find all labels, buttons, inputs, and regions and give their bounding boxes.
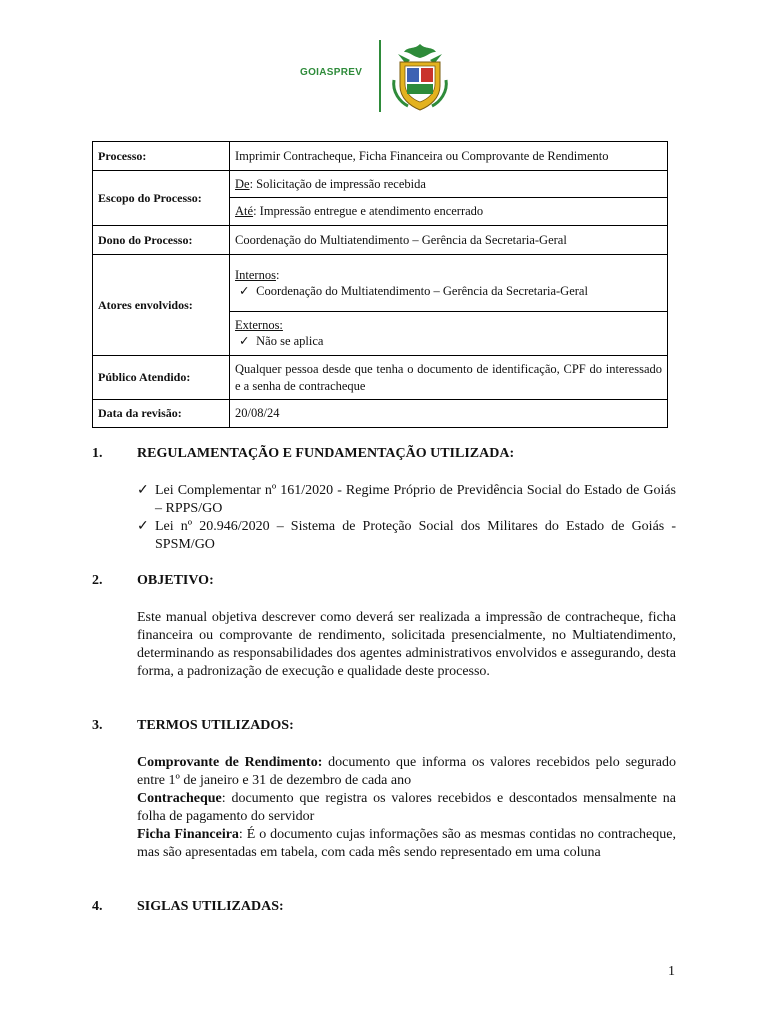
table-row bbox=[93, 255, 668, 312]
section-4-heading bbox=[92, 899, 284, 915]
term-item bbox=[137, 754, 676, 790]
check-icon: ✓ bbox=[239, 334, 250, 348]
brand-name: GOIASPREV bbox=[300, 67, 363, 78]
ate-label: Até bbox=[235, 204, 254, 218]
publico-value: Qualquer pessoa desde que tenha o documento de identificação, CPF do interessado e a senha de contracheque bbox=[230, 356, 668, 400]
de-label: De bbox=[235, 176, 250, 191]
de-value: : Solicitação de impressão recebida bbox=[249, 176, 426, 191]
check-icon: ✓ bbox=[137, 483, 149, 498]
law-text: Lei nº 20.946/2020 – Sistema de Proteção Social dos Militares do Estado de Goiás - SPSM/GO bbox=[155, 519, 676, 552]
section-number: 3. bbox=[92, 718, 103, 733]
atores-label: Atores envolvidos: bbox=[93, 255, 230, 356]
internos-item: Coordenação do Multiatendimento – Gerência da Secretaria-Geral bbox=[256, 283, 588, 298]
page-number: 1 bbox=[668, 964, 675, 979]
section-number: 2. bbox=[92, 573, 103, 588]
state-crest-logo bbox=[388, 40, 452, 112]
escopo-label: Escopo do Processo: bbox=[93, 171, 230, 226]
list-item bbox=[137, 482, 676, 518]
table-row bbox=[93, 400, 668, 428]
laws-list bbox=[137, 482, 676, 554]
section-title: TERMOS UTILIZADOS: bbox=[137, 718, 294, 733]
objective-paragraph: Este manual objetiva descrever como deverá ser realizada a impressão de contracheque, ficha financeira ou comprovante de rendimento, solicitada presencialmente, no Multiatendimento, determinando as responsabilidades dos agentes administrativos envolvidos e assegurando, desta forma, a padronização de execução e qualidade deste processo. bbox=[137, 610, 676, 679]
externos-label: Externos: bbox=[235, 318, 283, 332]
section-3-heading bbox=[92, 718, 294, 734]
escopo-ate bbox=[230, 198, 668, 226]
table-row bbox=[93, 171, 668, 198]
check-icon: ✓ bbox=[137, 519, 149, 534]
internos-label: Internos bbox=[235, 267, 276, 282]
term-name: Contracheque bbox=[137, 791, 222, 806]
section-title: SIGLAS UTILIZADAS: bbox=[137, 899, 284, 914]
publico-label: Público Atendido: bbox=[93, 356, 230, 400]
internos-cell: Internos: ✓ Coordenação do Multiatendimento – Gerência da Secretaria-Geral bbox=[230, 255, 668, 312]
term-item bbox=[137, 790, 676, 826]
header bbox=[0, 0, 768, 120]
table-row bbox=[93, 142, 668, 171]
data-value: 20/08/24 bbox=[230, 400, 668, 428]
section-2-heading bbox=[92, 573, 214, 589]
term-name: Ficha Financeira bbox=[137, 827, 239, 842]
list-item bbox=[137, 518, 676, 554]
externos-cell bbox=[230, 312, 668, 356]
section-number: 4. bbox=[92, 899, 103, 914]
table-row bbox=[93, 356, 668, 400]
term-definition: : É o documento cujas informações são as mesmas contidas no contracheque, mas são apresentadas em tabela, com cada mês sendo representado em uma coluna bbox=[137, 827, 676, 860]
header-divider bbox=[379, 40, 381, 112]
term-definition: : documento que registra os valores recebidos e descontados mensalmente na folha de pagamento do servidor bbox=[137, 791, 676, 824]
section-1-heading bbox=[92, 446, 514, 462]
terms-list bbox=[137, 754, 676, 862]
term-definition: documento que informa os valores recebidos pelo segurado entre 1º de janeiro e 31 de dezembro de cada ano bbox=[137, 755, 676, 788]
section-title: OBJETIVO: bbox=[137, 573, 214, 588]
processo-value: Imprimir Contracheque, Ficha Financeira ou Comprovante de Rendimento bbox=[230, 142, 668, 171]
data-label: Data da revisão: bbox=[93, 400, 230, 428]
term-item bbox=[137, 826, 676, 862]
table-row bbox=[93, 226, 668, 255]
term-name: Comprovante de Rendimento: bbox=[137, 755, 323, 770]
escopo-de bbox=[230, 171, 668, 198]
section-title: REGULAMENTAÇÃO E FUNDAMENTAÇÃO UTILIZADA: bbox=[137, 446, 515, 461]
check-icon: ✓ bbox=[239, 283, 250, 298]
externos-item: Não se aplica bbox=[256, 334, 324, 348]
ate-value: : Impressão entregue e atendimento encerrado bbox=[253, 204, 484, 218]
process-table bbox=[92, 141, 668, 428]
law-text: Lei Complementar nº 161/2020 - Regime Próprio de Previdência Social do Estado de Goiás – RPPS/GO bbox=[155, 483, 676, 516]
section-number: 1. bbox=[92, 446, 103, 461]
dono-label: Dono do Processo: bbox=[93, 226, 230, 255]
processo-label: Processo: bbox=[93, 142, 230, 171]
dono-value: Coordenação do Multiatendimento – Gerência da Secretaria-Geral bbox=[230, 226, 668, 255]
